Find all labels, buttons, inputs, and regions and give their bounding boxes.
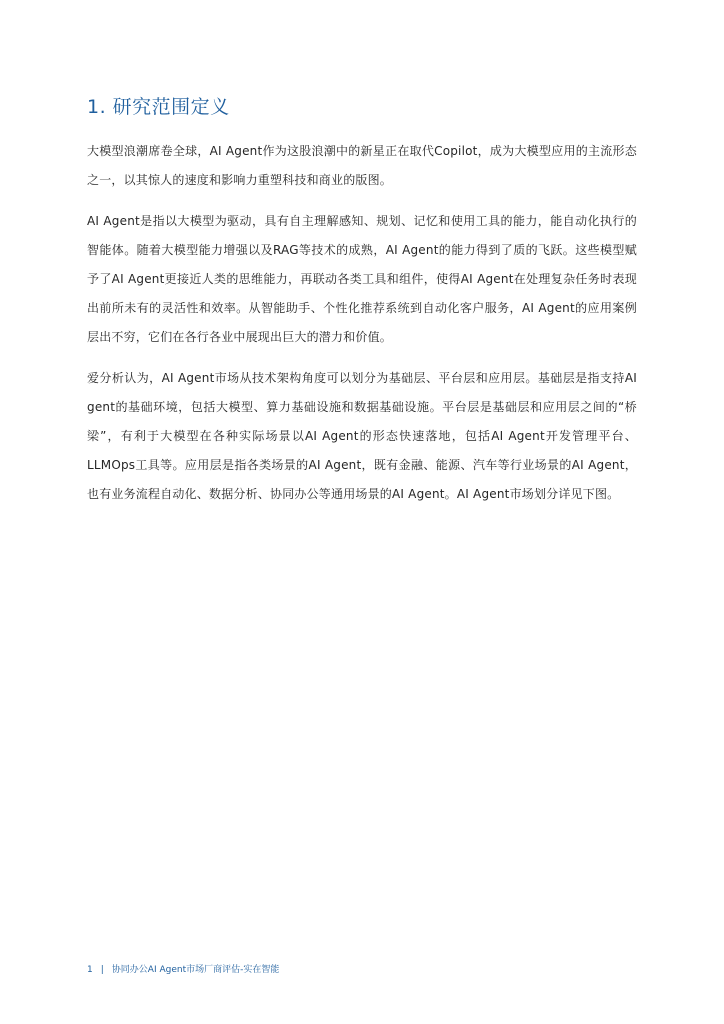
body-text xyxy=(87,137,637,521)
footer-separator: | xyxy=(100,965,104,975)
page-footer xyxy=(87,962,279,975)
paragraph-definition: AI Agent是指以大模型为驱动，具有自主理解感知、规划、记忆和使用工具的能力，能自动化执行的智能体。随着大模型能力增强以及RAG等技术的成熟，AI Agent的能力得到了质的飞跃。这些模型赋予了AI Agent更接近人类的思维能力，再联动各类工具和组件，使得AI Agent在处理复杂任务时表现出前所未有的灵活性和效率。从智能助手、个性化推荐系统到自动化客户服务，AI Agent的应用案例层出不穷，它们在各行各业中展现出巨大的潜力和价值。 xyxy=(87,214,637,344)
footer-title: 协同办公AI Agent市场厂商评估-实在智能 xyxy=(111,965,280,975)
paragraph-intro: 大模型浪潮席卷全球，AI Agent作为这股浪潮中的新星正在取代Copilot，成为大模型应用的主流形态之一，以其惊人的速度和影响力重塑科技和商业的版图。 xyxy=(87,144,637,187)
section-title: 1. 研究范围定义 xyxy=(87,96,230,118)
page-number: 1 xyxy=(87,965,93,975)
paragraph-market-layers: 爱分析认为，AI Agent市场从技术架构角度可以划分为基础层、平台层和应用层。基础层是指支持AI gent的基础环境，包括大模型、算力基础设施和数据基础设施。平台层是基础层和应用层之间的“桥梁”，有利于大模型在各种实际场景以AI Agent的形态快速落地，包括AI Agent开发管理平台、LLMOps工具等。应用层是指各类场景的AI Agent，既有金融、能源、汽车等行业场景的AI Agent，也有业务流程自动化、数据分析、协同办公等通用场景的AI Agent。AI Agent市场划分详见下图。 xyxy=(87,371,637,501)
